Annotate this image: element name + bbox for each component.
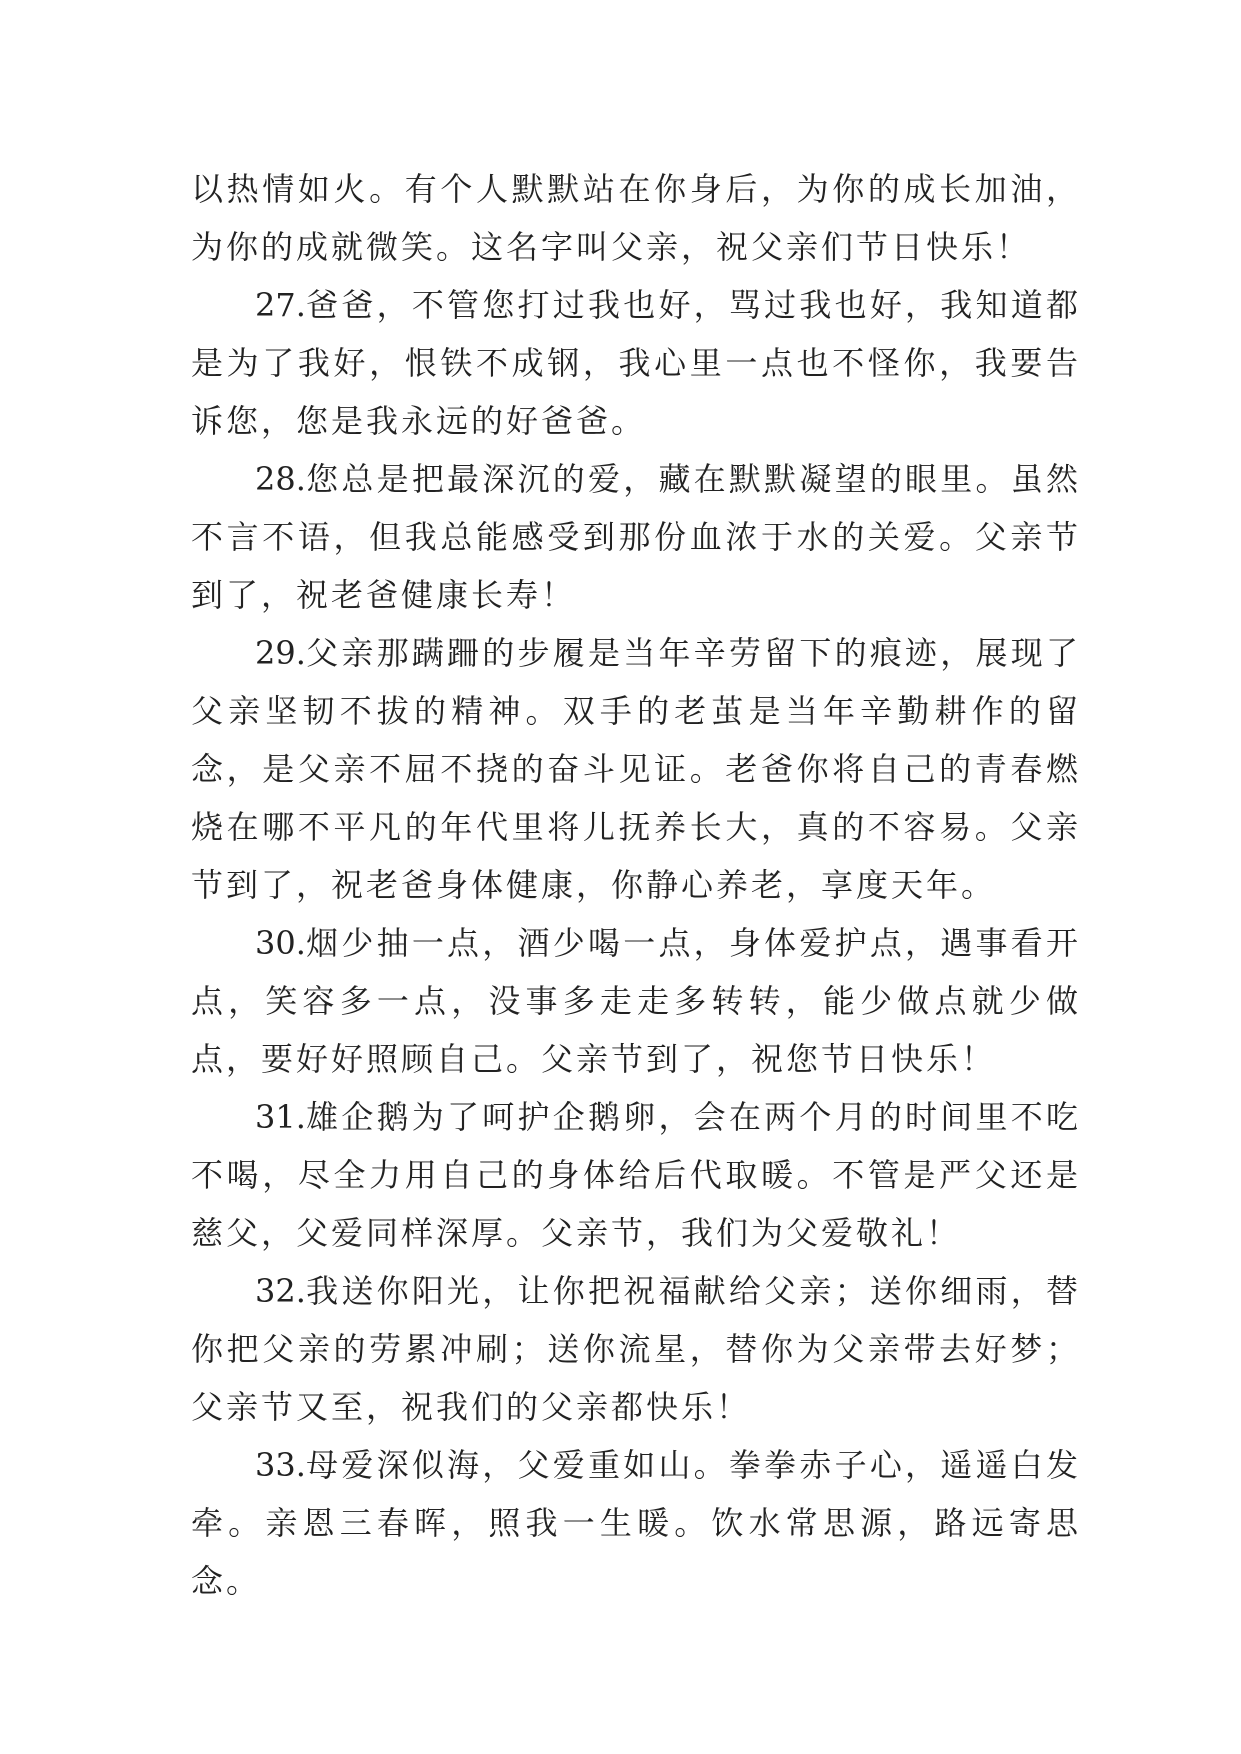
paragraph-text: 烟少抽一点，酒少喝一点，身体爱护点，遇事看开点，笑容多一点，没事多走走多转转，能少做点就少做点，要好好照顾自己。父亲节到了，祝您节日快乐！: [191, 924, 1081, 1078]
paragraph-text: 雄企鹅为了呵护企鹅卵，会在两个月的时间里不吃不喝，尽全力用自己的身体给后代取暖。不管是严父还是慈父，父爱同样深厚。父亲节，我们为父爱敬礼！: [191, 1098, 1081, 1252]
item-number: 27.: [255, 286, 306, 324]
paragraph-text: 我送你阳光，让你把祝福献给父亲；送你细雨，替你把父亲的劳累冲刷；送你流星，替你为父亲带去好梦；父亲节又至，祝我们的父亲都快乐！: [191, 1272, 1081, 1426]
item-number: 29.: [255, 634, 306, 672]
paragraph-text: 母爱深似海，父爱重如山。拳拳赤子心，遥遥白发牵。亲恩三春晖，照我一生暖。饮水常思源，路远寄思念。: [191, 1446, 1081, 1600]
item-number: 28.: [255, 460, 306, 498]
list-item-33: [191, 1436, 1081, 1610]
document-body: [191, 160, 1081, 1610]
item-number: 31.: [255, 1098, 306, 1136]
item-number: 32.: [255, 1272, 306, 1310]
list-item-27: [191, 276, 1081, 450]
list-item-32: [191, 1262, 1081, 1436]
list-item-30: [191, 914, 1081, 1088]
paragraph-text: 爸爸，不管您打过我也好，骂过我也好，我知道都是为了我好，恨铁不成钢，我心里一点也不怪你，我要告诉您，您是我永远的好爸爸。: [191, 286, 1081, 440]
paragraph-text: 您总是把最深沉的爱，藏在默默凝望的眼里。虽然不言不语，但我总能感受到那份血浓于水的关爱。父亲节到了，祝老爸健康长寿！: [191, 460, 1081, 614]
list-item-31: [191, 1088, 1081, 1262]
item-number: 33.: [255, 1446, 306, 1484]
list-item-29: [191, 624, 1081, 914]
paragraph-continuation: [191, 160, 1081, 276]
item-number: 30.: [255, 924, 306, 962]
paragraph-text: 父亲那蹒跚的步履是当年辛劳留下的痕迹，展现了父亲坚韧不拔的精神。双手的老茧是当年辛勤耕作的留念，是父亲不屈不挠的奋斗见证。老爸你将自己的青春燃烧在哪不平凡的年代里将儿抚养长大，真的不容易。父亲节到了，祝老爸身体健康，你静心养老，享度天年。: [191, 634, 1081, 904]
paragraph-text: 以热情如火。有个人默默站在你身后，为你的成长加油，为你的成就微笑。这名字叫父亲，祝父亲们节日快乐！: [191, 170, 1081, 266]
list-item-28: [191, 450, 1081, 624]
